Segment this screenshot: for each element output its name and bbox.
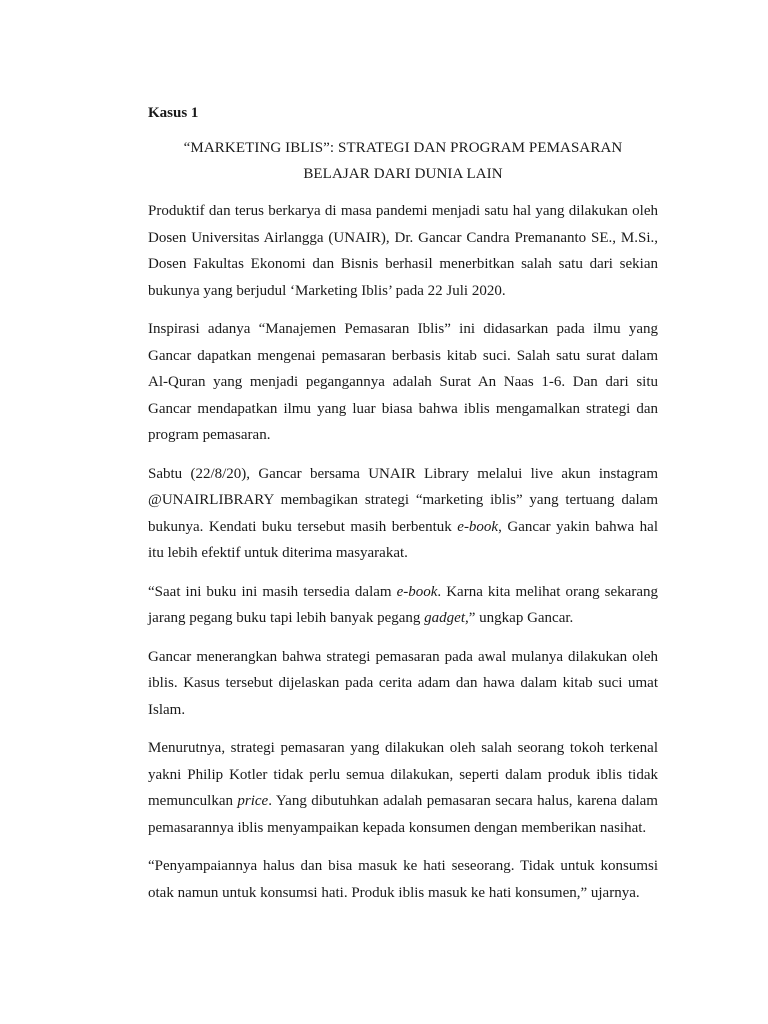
paragraph-6-text-a: Menurutnya, strategi pemasaran yang dilakukan oleh salah seorang tokoh terkenal yakni Philip Kotler tidak perlu semua dilakukan, seperti dalam produk iblis tidak memunculkan (148, 740, 658, 809)
paragraph-4-text-a: “Saat ini buku ini masih tersedia dalam (148, 583, 397, 600)
paragraph-4-quote (148, 579, 658, 632)
case-label: Kasus 1 (148, 105, 199, 121)
paragraph-4-text-b: . Karna kita melihat orang sekarang jarang pegang buku tapi lebih banyak pegang (148, 583, 658, 626)
document-body (148, 101, 658, 918)
document-title (148, 135, 658, 187)
paragraph-7-quote: “Penyampaiannya halus dan bisa masuk ke hati seseorang. Tidak untuk konsumsi otak namun untuk konsumsi hati. Produk iblis masuk ke hati konsumen,” ujarnya. (148, 858, 658, 901)
paragraph-6 (148, 735, 658, 841)
title-line-2: BELAJAR DARI DUNIA LAIN (303, 166, 503, 182)
paragraph-4-gadget-term: gadget (424, 610, 465, 626)
paragraph-4-ebook-term: e-book (396, 583, 438, 600)
paragraph-2: Inspirasi adanya “Manajemen Pemasaran Iblis” ini didasarkan pada ilmu yang Gancar dapatkan mengenai pemasaran berbasis kitab suci. Salah satu surat dalam Al-Quran yang menjadi pegangannya adalah Surat An Naas 1-6. Dan dari situ Gancar mendapatkan ilmu yang luar biasa bahwa iblis mengamalkan strategi dan program pemasaran. (148, 321, 658, 443)
paragraph-3-text-b: , Gancar yakin bahwa hal itu lebih efektif untuk diterima masyarakat. (148, 518, 658, 561)
paragraph-3-ebook-term: e-book (457, 518, 499, 535)
title-line-1: “MARKETING IBLIS”: STRATEGI DAN PROGRAM PEMASARAN (183, 140, 623, 156)
paragraph-3 (148, 461, 658, 567)
paragraph-4-text-c: ,” ungkap Gancar. (465, 610, 574, 626)
paragraph-5: Gancar menerangkan bahwa strategi pemasaran pada awal mulanya dilakukan oleh iblis. Kasus tersebut dijelaskan pada cerita adam dan hawa dalam kitab suci umat Islam. (148, 648, 658, 718)
paragraph-1: Produktif dan terus berkarya di masa pandemi menjadi satu hal yang dilakukan oleh Dosen Universitas Airlangga (UNAIR), Dr. Gancar Candra Premananto SE., M.Si., Dosen Fakultas Ekonomi dan Bisnis berhasil menerbitkan salah satu dari sekian bukunya yang berjudul ‘Marketing Iblis’ pada 22 Juli 2020. (148, 203, 658, 299)
paragraph-6-price-term: price (237, 793, 269, 809)
paragraph-3-text-a: Sabtu (22/8/20), Gancar bersama UNAIR Library melalui live akun instagram @UNAIRLIBRARY membagikan strategi “marketing iblis” yang tertuang dalam bukunya. Kendati buku tersebut masih berbentuk (148, 465, 658, 535)
paragraph-6-text-b: . Yang dibutuhkan adalah pemasaran secara halus, karena dalam pemasarannya iblis menyampaikan kepada konsumen dengan memberikan nasihat. (148, 793, 658, 836)
